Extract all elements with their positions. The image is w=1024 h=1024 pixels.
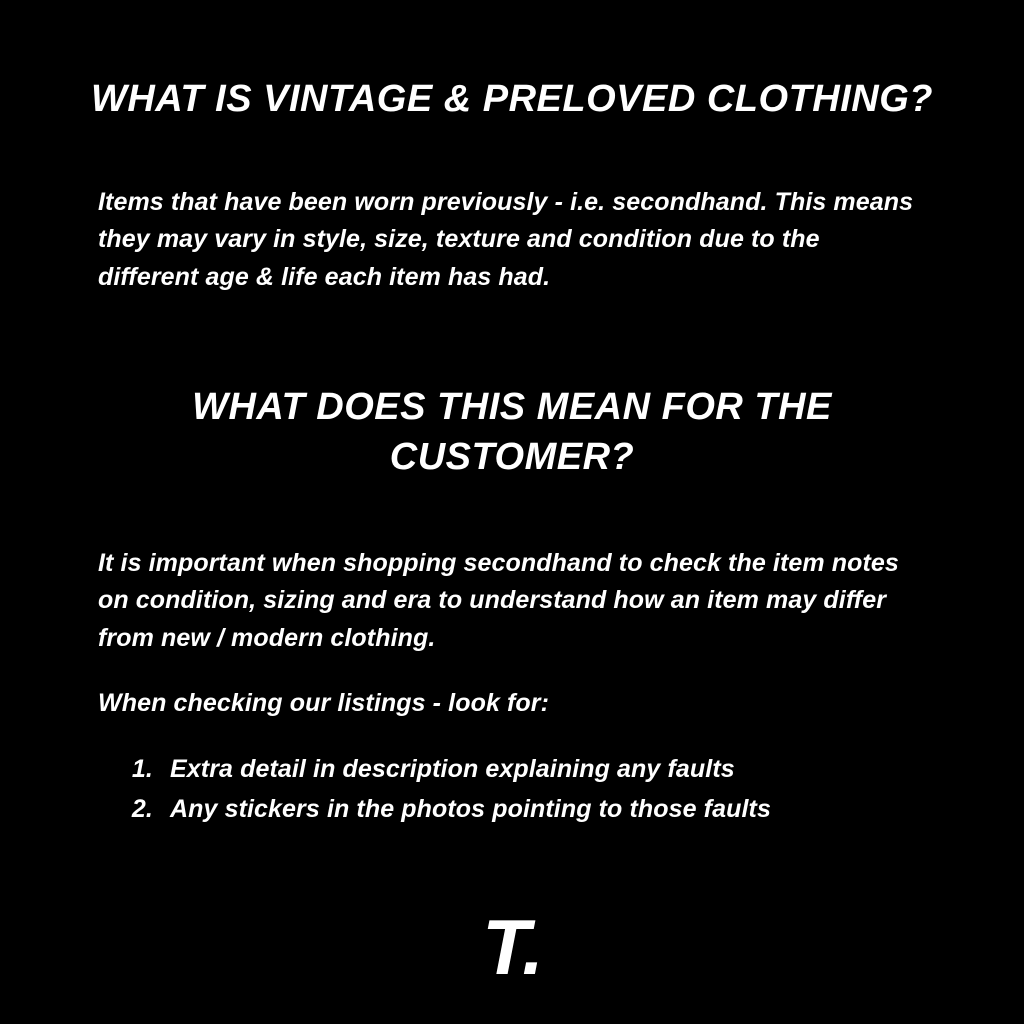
look-for-lead-in: When checking our listings - look for: xyxy=(98,689,550,717)
list-item: 1. Extra detail in description explaining any faults xyxy=(160,749,960,790)
spacer-before-heading-2 xyxy=(64,296,960,382)
page-title: WHAT IS VINTAGE & PRELOVED CLOTHING? xyxy=(90,78,934,120)
intro-paragraph: Items that have been worn previously - i.e. secondhand. This means they may vary in style, size, texture and condition due to the different age & life each item has had. xyxy=(98,187,914,291)
spacer-after-heading-2 xyxy=(64,483,960,545)
list-item: 2. Any stickers in the photos pointing to those faults xyxy=(160,789,960,830)
look-for-list xyxy=(64,749,960,830)
spacer-after-title xyxy=(64,122,960,184)
section-title-customer: WHAT DOES THIS MEAN FOR THE CUSTOMER? xyxy=(192,386,832,479)
customer-paragraph: It is important when shopping secondhand to check the item notes on condition, sizing and era to understand how an item may differ from new / modern clothing. xyxy=(98,548,899,652)
brand-logo: T. xyxy=(482,903,542,991)
spacer-before-lookfor xyxy=(64,657,960,685)
